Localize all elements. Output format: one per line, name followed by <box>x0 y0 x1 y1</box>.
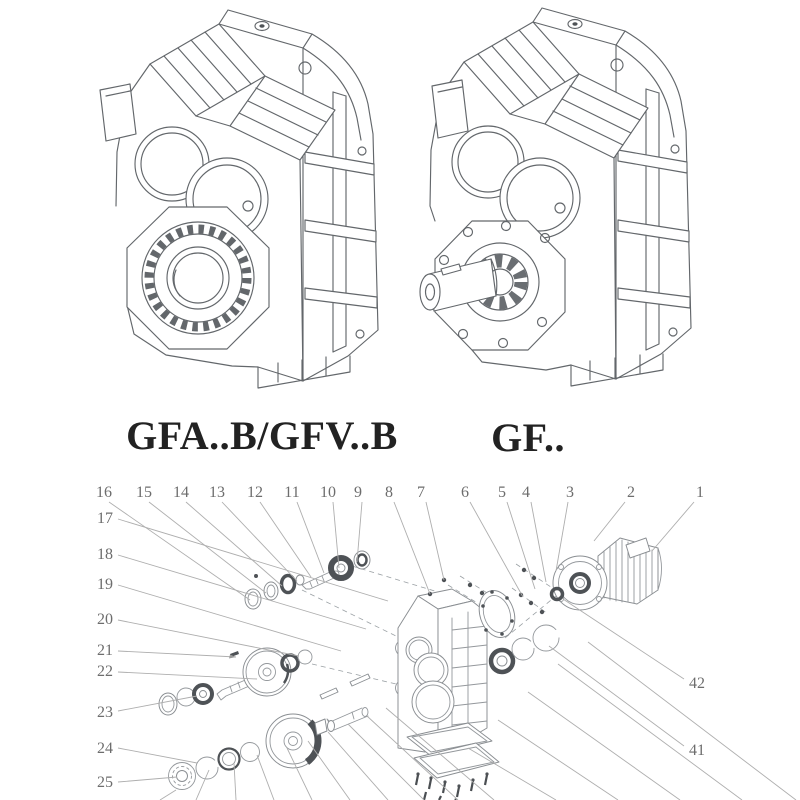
part-number-6: 6 <box>461 484 469 501</box>
part-number-23: 23 <box>97 704 113 721</box>
part-number-11: 11 <box>284 484 300 501</box>
part-number-25: 25 <box>97 774 113 791</box>
leader-line-4 <box>531 502 546 582</box>
part-number-5: 5 <box>498 484 506 501</box>
part-number-8: 8 <box>385 484 393 501</box>
leader-line-6 <box>470 502 523 597</box>
part-number-2: 2 <box>627 484 635 501</box>
part-number-17: 17 <box>97 510 113 527</box>
leader-line-12 <box>260 502 311 577</box>
figure-label-gfab: GFA..B/GFV..B <box>126 413 398 458</box>
leader-line-22 <box>118 672 257 679</box>
leader-line-20 <box>118 620 299 656</box>
leader-line-24 <box>118 748 197 763</box>
part-number-21: 21 <box>97 642 113 659</box>
part-number-19: 19 <box>97 576 113 593</box>
leader-line-cutoff <box>328 732 388 800</box>
part-number-13: 13 <box>209 484 225 501</box>
leader-line-cutoff <box>257 755 274 800</box>
leader-line-2 <box>594 502 625 541</box>
leader-line-16 <box>109 502 250 600</box>
exploded-parts-diagram <box>159 538 662 800</box>
part-number-24: 24 <box>97 740 113 757</box>
leader-line-19 <box>118 585 341 651</box>
part-number-42: 42 <box>689 675 705 692</box>
leader-line-cutoff <box>528 692 680 800</box>
leader-line-7 <box>426 502 444 580</box>
leader-line-25 <box>118 777 177 782</box>
part-number-18: 18 <box>97 546 113 563</box>
part-number-10: 10 <box>320 484 336 501</box>
leader-line-cutoff <box>160 790 176 800</box>
part-number-20: 20 <box>97 611 113 628</box>
part-number-15: 15 <box>136 484 152 501</box>
part-number-4: 4 <box>522 484 530 501</box>
leader-line-23 <box>118 696 197 711</box>
leader-line-21 <box>118 651 236 657</box>
leader-line-13 <box>222 502 297 581</box>
leader-line-cutoff <box>558 664 742 800</box>
leader-line-42 <box>563 599 684 679</box>
part-number-7: 7 <box>417 484 425 501</box>
part-number-9: 9 <box>354 484 362 501</box>
leader-line-1 <box>652 502 694 551</box>
part-number-12: 12 <box>247 484 263 501</box>
leader-line-41 <box>549 646 684 746</box>
leader-line-cutoff <box>498 720 618 800</box>
part-number-1: 1 <box>696 484 704 501</box>
part-number-22: 22 <box>97 663 113 680</box>
gearbox-drawing-gfab <box>100 10 378 388</box>
part-number-14: 14 <box>173 484 189 501</box>
leader-line-15 <box>149 502 266 593</box>
leader-line-cutoff <box>588 642 796 800</box>
gearbox-drawing-gf <box>420 8 691 386</box>
leader-line-cutoff <box>468 748 556 800</box>
part-number-3: 3 <box>566 484 574 501</box>
part-number-16: 16 <box>96 484 112 501</box>
part-number-41: 41 <box>689 742 705 759</box>
figure-label-gf: GF.. <box>491 415 565 460</box>
